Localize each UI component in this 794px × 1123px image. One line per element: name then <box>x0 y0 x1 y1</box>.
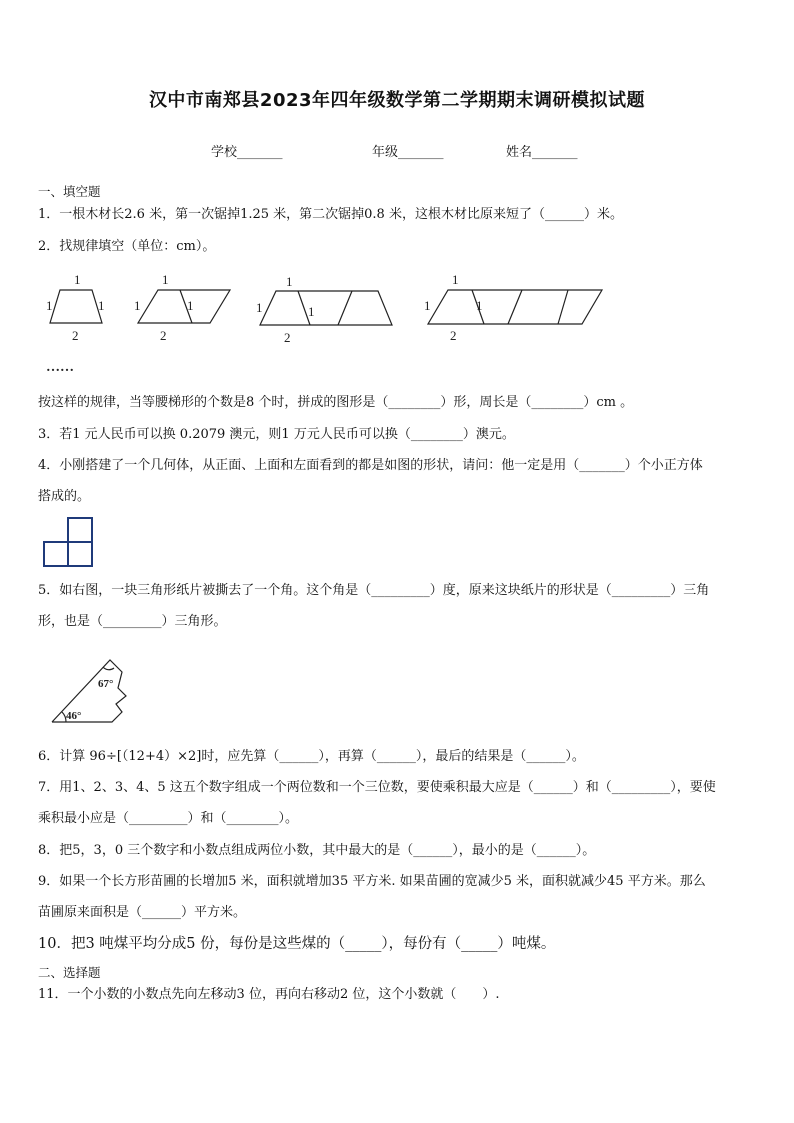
label-bottom-4: 2 <box>450 328 457 343</box>
question-6: 6．计算 96÷[（12+4）×2]时，应先算（______），再算（______），最后的结果是（______）。 <box>38 749 585 764</box>
trapezoid-pattern-figure <box>40 268 620 378</box>
cube-view-figure <box>42 516 96 570</box>
angle-67-label: 67° <box>98 678 114 690</box>
question-5-line1: 5．如右图，一块三角形纸片被撕去了一个角。这个角是（_________）度，原来这块纸片的形状是（_________）三角 <box>38 583 710 598</box>
label-bottom-3: 2 <box>284 330 291 345</box>
page-title: 汉中市南郑县2023年四年级数学第二学期期末调研模拟试题 <box>148 90 646 111</box>
label-side-2b: 1 <box>187 298 194 313</box>
torn-triangle-figure <box>48 654 138 726</box>
trapezoid-1 <box>50 290 102 323</box>
label-top-3: 1 <box>286 274 293 289</box>
question-8: 8．把5，3，0 三个数字和小数点组成两位小数，其中最大的是（______），最小的是（______）。 <box>38 843 596 858</box>
question-7-line2: 乘积最小应是（_________）和（________）。 <box>38 811 299 826</box>
label-side-4b: 1 <box>476 298 483 313</box>
question-11: 11．一个小数的小数点先向左移动3 位，再向右移动2 位，这个小数就（ ）. <box>38 987 500 1002</box>
question-10: 10．把3 吨煤平均分成5 份，每份是这些煤的（_____），每份有（_____）吨煤。 <box>38 936 556 952</box>
grade-field[interactable]: 年级_______ <box>372 145 444 160</box>
trapezoid-3 <box>260 291 392 325</box>
ellipsis-label: …… <box>46 360 74 375</box>
section-heading-multiple-choice: 二、选择题 <box>38 965 101 980</box>
question-2: 2．找规律填空（单位：cm）。 <box>38 239 216 254</box>
question-9-line2: 苗圃原来面积是（______）平方米。 <box>38 905 247 920</box>
label-side-1b: 1 <box>98 298 105 313</box>
question-2-text: 按这样的规律，当等腰梯形的个数是8 个时，拼成的图形是（________）形，周长是（________）cm 。 <box>38 395 634 410</box>
parallelogram-2 <box>138 290 230 323</box>
question-5-line2: 形，也是（_________）三角形。 <box>38 614 227 629</box>
label-side-3: 1 <box>256 300 263 315</box>
label-bottom-2: 2 <box>160 328 167 343</box>
label-side-2: 1 <box>134 298 141 313</box>
label-top-2: 1 <box>162 272 169 287</box>
question-1: 1．一根木材长2.6 米，第一次锯掉1.25 米，第二次锯掉0.8 米，这根木材比原来短了（______）米。 <box>38 207 623 222</box>
label-top-4: 1 <box>452 272 459 287</box>
label-side-4: 1 <box>424 298 431 313</box>
section-heading-fill-blank: 一、填空题 <box>38 184 101 199</box>
question-9-line1: 9．如果一个长方形苗圃的长增加5 米，面积就增加35 平方米. 如果苗圃的宽减少5 米，面积就减少45 平方米。那么 <box>38 874 706 889</box>
school-field[interactable]: 学校_______ <box>211 145 283 160</box>
label-side-1: 1 <box>46 298 53 313</box>
label-top-1: 1 <box>74 272 81 287</box>
label-bottom-1: 2 <box>72 328 79 343</box>
angle-46-label: 46° <box>66 710 82 722</box>
question-7-line1: 7．用1、2、3、4、5 这五个数字组成一个两位数和一个三位数，要使乘积最大应是（______）和（_________），要使 <box>38 780 716 795</box>
question-3: 3．若1 元人民币可以换 0.2079 澳元，则1 万元人民币可以换（________）澳元。 <box>38 427 515 442</box>
question-4-line2: 搭成的。 <box>38 489 91 504</box>
name-field[interactable]: 姓名_______ <box>506 145 578 160</box>
question-4-line1: 4．小刚搭建了一个几何体，从正面、上面和左面看到的都是如图的形状，请问：他一定是用（_______）个小正方体 <box>38 458 703 473</box>
label-side-3b: 1 <box>308 304 315 319</box>
